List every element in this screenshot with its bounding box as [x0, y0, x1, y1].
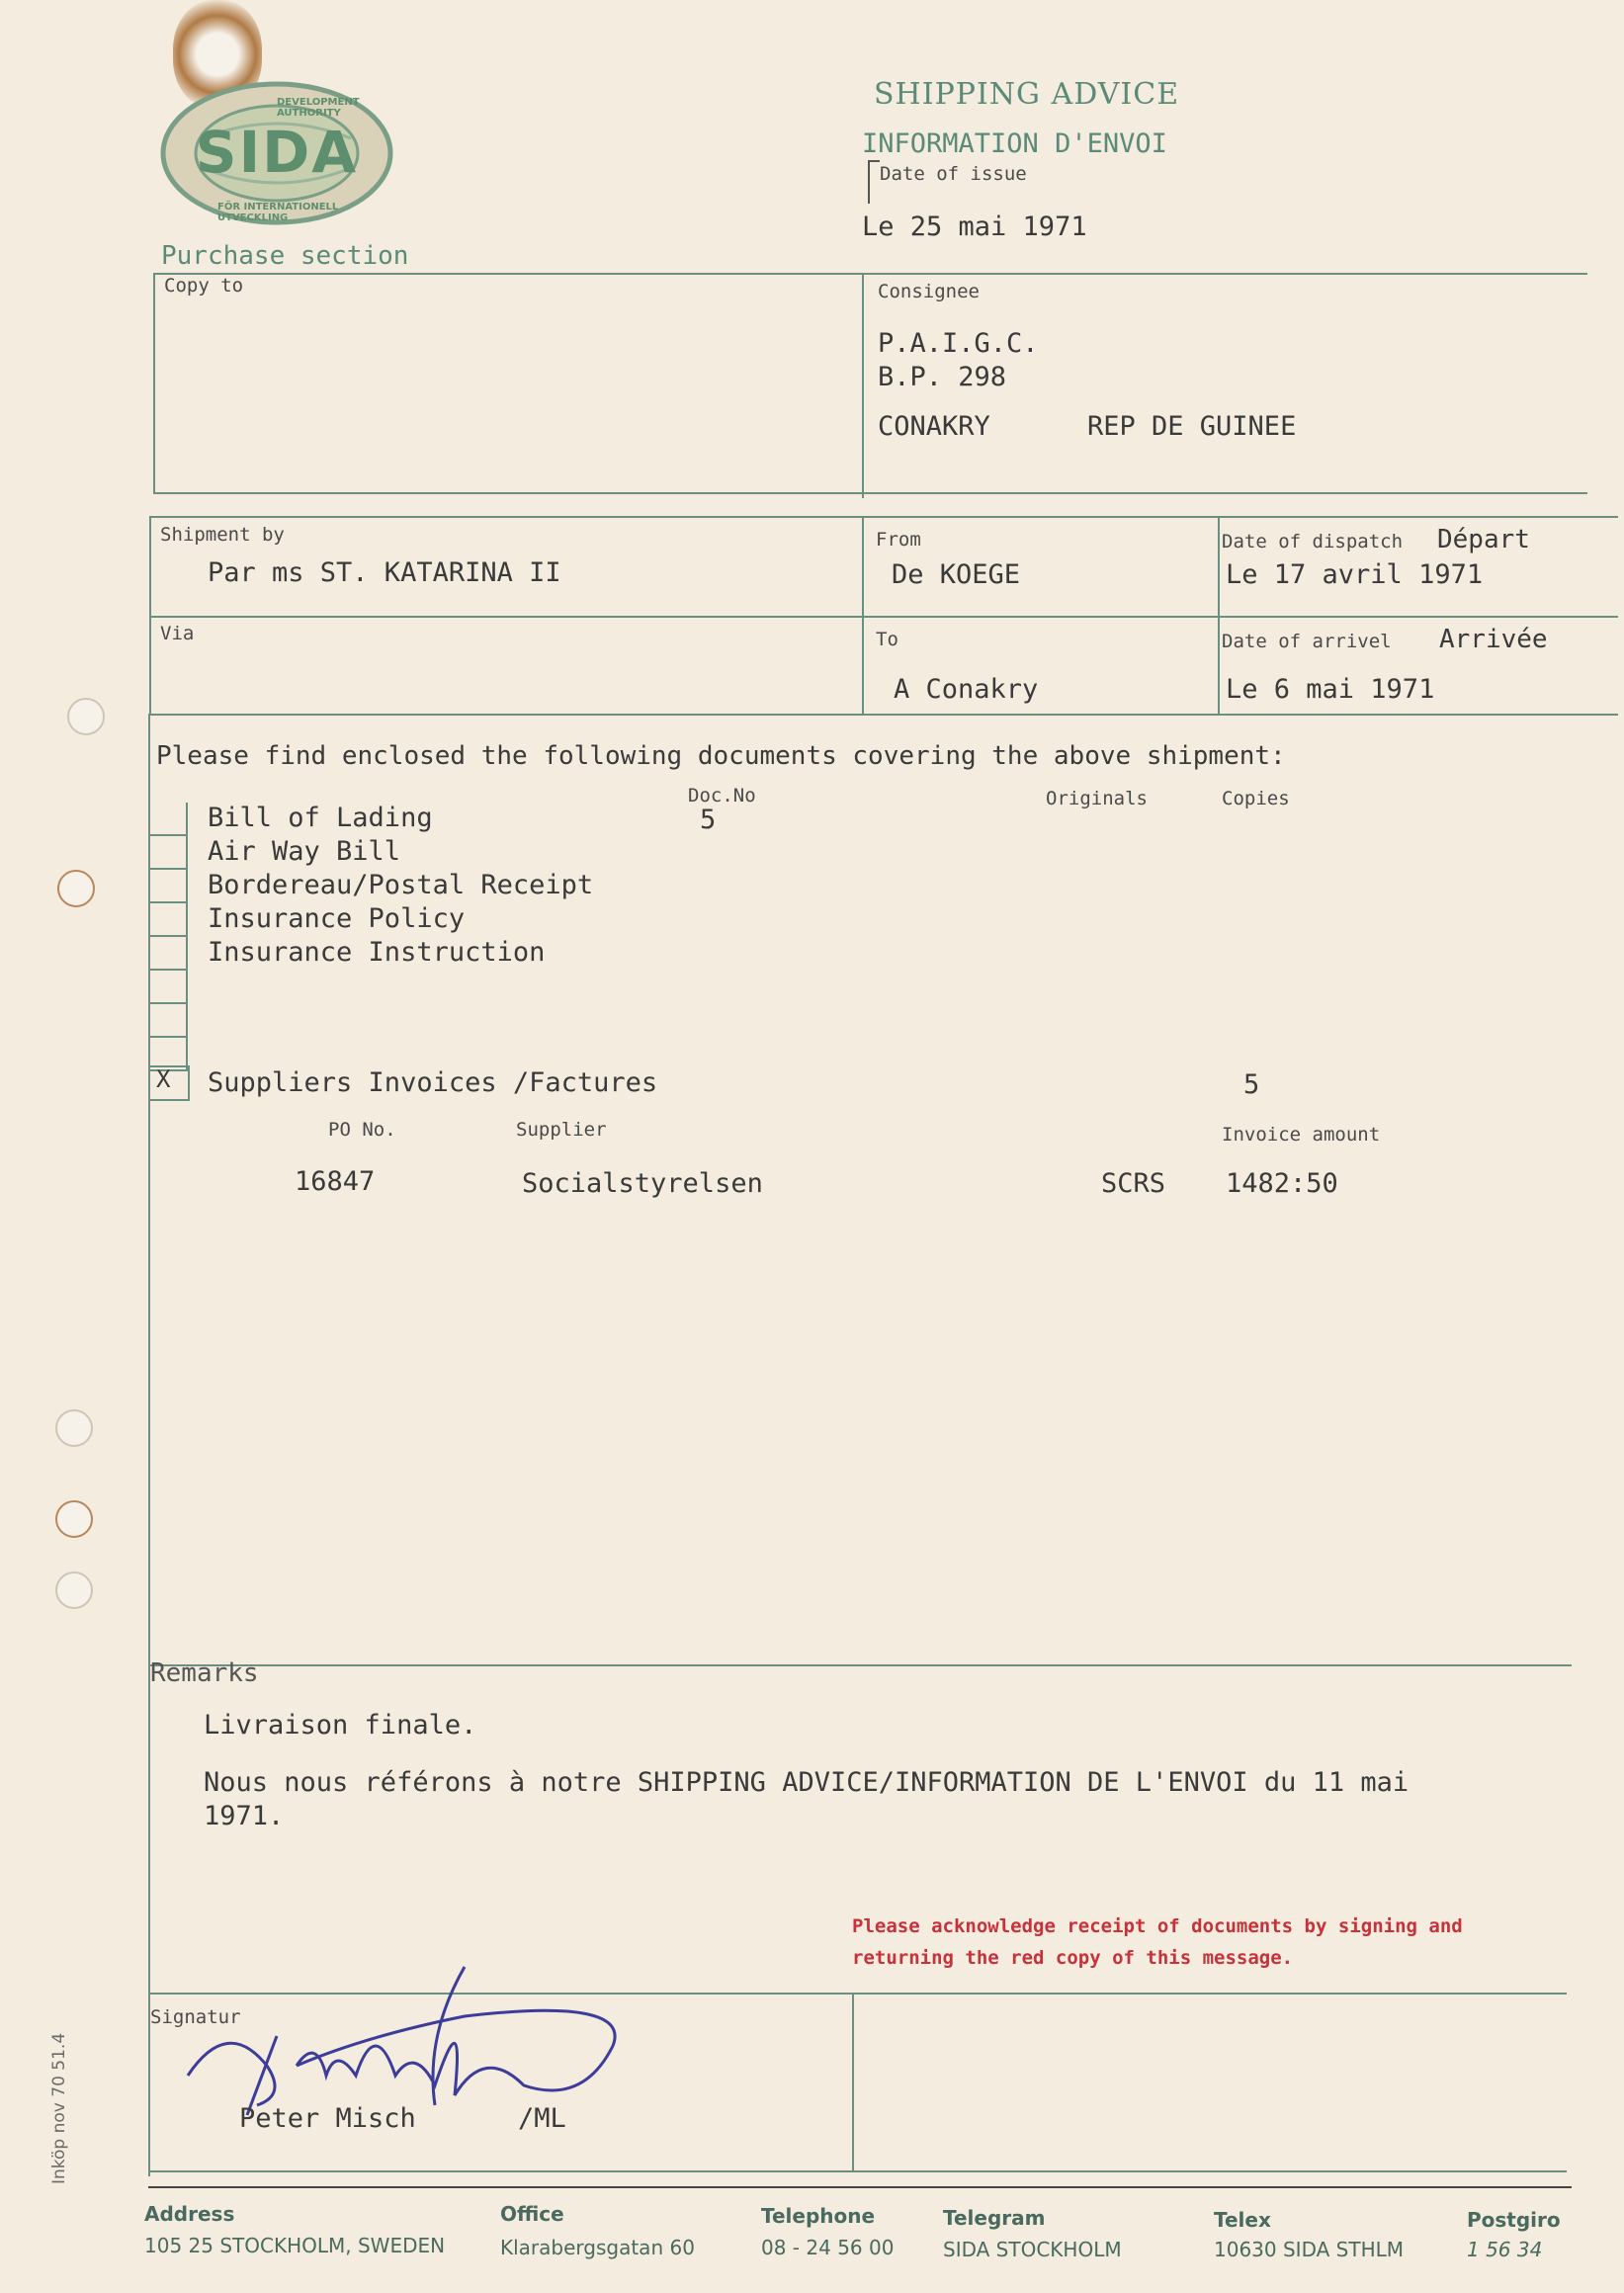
from-value: De KOEGE: [892, 559, 1021, 590]
shipment-by-value: Par ms ST. KATARINA II: [208, 557, 561, 588]
punch-hole: [57, 870, 95, 907]
remarks-line3: 1971.: [204, 1801, 285, 1831]
side-form-code: Inköp nov 70 51.4: [49, 2032, 69, 2184]
doc-item-bordereau: Bordereau/Postal Receipt: [208, 870, 594, 900]
arrival-fr-label: Arrivée: [1439, 625, 1548, 654]
supplier-value: Socialstyrelsen: [522, 1168, 763, 1199]
footer-telephone-value: 08 - 24 56 00: [761, 2236, 895, 2259]
date-of-issue-value: Le 25 mai 1971: [862, 212, 1087, 242]
footer-telex-label: Telex: [1214, 2208, 1271, 2232]
footer-telex-value: 10630 SIDA STHLM: [1214, 2238, 1405, 2261]
checkbox-bill-of-lading[interactable]: [150, 803, 188, 836]
col-originals: Originals: [1046, 788, 1148, 809]
footer-telegram-label: Telegram: [943, 2206, 1046, 2230]
signatory-name: Peter Misch: [239, 2103, 416, 2134]
consignee-line2: B.P. 298: [878, 362, 1007, 392]
punch-hole: [55, 1409, 93, 1447]
po-value: 16847: [295, 1166, 376, 1197]
logo-text: SIDA: [195, 119, 359, 186]
signatory-initials: /ML: [518, 2103, 566, 2134]
col-copies: Copies: [1222, 788, 1290, 809]
col-docno: Doc.No: [688, 785, 756, 807]
dispatch-value: Le 17 avril 1971: [1226, 559, 1484, 590]
acknowledge-line2: returning the red copy of this message.: [852, 1947, 1294, 1969]
doc-item-insurance-instruction: Insurance Instruction: [208, 937, 546, 968]
remarks-label: Remarks: [150, 1658, 259, 1688]
supplier-label: Supplier: [516, 1119, 607, 1141]
checkbox-bordereau[interactable]: [150, 870, 188, 903]
documents-intro: Please find enclosed the following documents covering the above shipment:: [156, 741, 1286, 771]
via-label: Via: [160, 623, 195, 644]
consignee-line1: P.A.I.G.C.: [878, 328, 1039, 359]
document-title: SHIPPING ADVICE: [874, 77, 1180, 112]
logo-ring-top: DEVELOPMENT AUTHORITY: [277, 97, 360, 119]
from-label: From: [876, 529, 921, 551]
arrival-value: Le 6 mai 1971: [1226, 674, 1435, 705]
invoice-amount-label: Invoice amount: [1222, 1124, 1381, 1146]
date-of-issue-label: Date of issue: [880, 163, 1027, 185]
footer-postgiro-label: Postgiro: [1467, 2208, 1561, 2232]
footer-address-value: 105 25 STOCKHOLM, SWEDEN: [144, 2234, 446, 2257]
punch-hole: [67, 698, 105, 735]
footer-office-label: Office: [500, 2202, 564, 2226]
invoices-copies-value: 5: [1243, 1069, 1260, 1100]
footer-postgiro-value: 1 56 34: [1467, 2238, 1543, 2261]
consignee-label: Consignee: [878, 281, 980, 302]
suppliers-invoices-label: Suppliers Invoices /Factures: [208, 1067, 658, 1098]
handwritten-signature-icon: [168, 1957, 682, 2125]
remarks-line2: Nous nous référons à notre SHIPPING ADVICE/INFORMATION DE L'ENVOI du 11 mai: [204, 1767, 1410, 1798]
logo-ring-bottom: FÖR INTERNATIONELL UTVECKLING: [217, 202, 339, 223]
check-mark: X: [156, 1065, 171, 1093]
doc-item-bill-of-lading: Bill of Lading: [208, 803, 433, 833]
dispatch-label: Date of dispatch: [1222, 531, 1404, 552]
acknowledge-line1: Please acknowledge receipt of documents by signing and: [852, 1915, 1463, 1937]
copy-to-label: Copy to: [164, 275, 244, 297]
footer-address-label: Address: [144, 2202, 235, 2226]
punch-hole: [55, 1500, 93, 1538]
footer-office-value: Klarabergsgatan 60: [500, 2236, 695, 2259]
checkbox-insurance-instruction[interactable]: [150, 937, 188, 971]
punch-hole: [55, 1571, 93, 1609]
currency-value: SCRS: [1101, 1168, 1166, 1199]
remarks-line1: Livraison finale.: [204, 1710, 477, 1741]
doc-item-insurance-policy: Insurance Policy: [208, 903, 466, 934]
bill-docno-value: 5: [700, 805, 717, 835]
shipment-by-label: Shipment by: [160, 524, 285, 546]
date-of-issue-bracket: [868, 160, 880, 204]
consignee-country: REP DE GUINEE: [1087, 411, 1297, 442]
to-label: To: [876, 629, 898, 650]
doc-item-air-way-bill: Air Way Bill: [208, 836, 401, 867]
dispatch-fr-label: Départ: [1437, 525, 1530, 554]
footer-telephone-label: Telephone: [761, 2204, 876, 2228]
arrival-label: Date of arrivel: [1222, 631, 1392, 652]
checkbox-insurance-policy[interactable]: [150, 903, 188, 937]
document-subtitle: INFORMATION D'ENVOI: [862, 128, 1167, 159]
po-label: PO No.: [328, 1119, 396, 1141]
sida-logo: [158, 79, 395, 227]
checkbox-blank[interactable]: [150, 971, 188, 1004]
consignee-city: CONAKRY: [878, 411, 990, 442]
checkbox-air-way-bill[interactable]: [150, 836, 188, 870]
checkbox-blank[interactable]: [150, 1004, 188, 1038]
footer-telegram-value: SIDA STOCKHOLM: [943, 2238, 1122, 2261]
signature-label: Signatur: [150, 2006, 241, 2028]
purchase-section-label: Purchase section: [161, 241, 409, 271]
to-value: A Conakry: [894, 674, 1039, 705]
invoice-amount-value: 1482:50: [1226, 1168, 1338, 1199]
